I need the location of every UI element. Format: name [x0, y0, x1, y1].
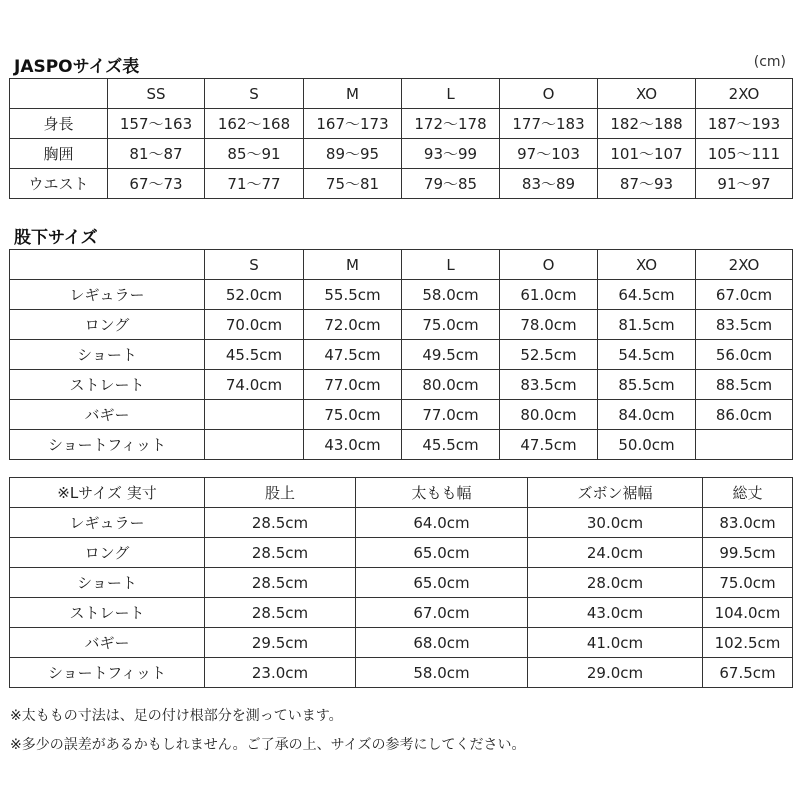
header-cell: M	[304, 250, 402, 280]
table-header-row	[10, 478, 793, 508]
table-cell: 67〜73	[108, 169, 205, 199]
table-cell: 75.0cm	[304, 400, 402, 430]
table-cell: 93〜99	[402, 139, 500, 169]
table-cell: 43.0cm	[304, 430, 402, 460]
table-row	[10, 139, 793, 169]
table-row	[10, 310, 793, 340]
table-cell: 70.0cm	[205, 310, 304, 340]
table-row	[10, 340, 793, 370]
header-cell: 総丈	[703, 478, 793, 508]
table-row	[10, 568, 793, 598]
table-cell: 55.5cm	[304, 280, 402, 310]
header-cell: S	[205, 250, 304, 280]
row-label: ストレート	[10, 370, 205, 400]
header-cell: 2XO	[696, 79, 793, 109]
table-cell: 102.5cm	[703, 628, 793, 658]
header-cell: S	[205, 79, 304, 109]
table-cell: 75.0cm	[402, 310, 500, 340]
table-row	[10, 280, 793, 310]
header-cell: SS	[108, 79, 205, 109]
row-label: レギュラー	[10, 508, 205, 538]
table-cell: 104.0cm	[703, 598, 793, 628]
table-cell: 24.0cm	[528, 538, 703, 568]
table-cell: 89〜95	[304, 139, 402, 169]
row-label: バギー	[10, 628, 205, 658]
table-cell: 97〜103	[500, 139, 598, 169]
header-cell: XO	[598, 79, 696, 109]
inseam-size-title: 股下サイズ	[14, 228, 98, 248]
table-cell: 29.0cm	[528, 658, 703, 688]
table-cell: 41.0cm	[528, 628, 703, 658]
table-cell: 162〜168	[205, 109, 304, 139]
header-cell: 太もも幅	[356, 478, 528, 508]
table-cell: 28.5cm	[205, 598, 356, 628]
table-cell: 79〜85	[402, 169, 500, 199]
table-cell: 91〜97	[696, 169, 793, 199]
header-cell: L	[402, 79, 500, 109]
table-row	[10, 508, 793, 538]
table-cell: 68.0cm	[356, 628, 528, 658]
table-row	[10, 400, 793, 430]
table-cell: 72.0cm	[304, 310, 402, 340]
table-cell: 67.0cm	[696, 280, 793, 310]
table-cell: 172〜178	[402, 109, 500, 139]
table-cell: 78.0cm	[500, 310, 598, 340]
table-cell: 75.0cm	[703, 568, 793, 598]
unit-label: (cm)	[753, 54, 786, 70]
table-row	[10, 538, 793, 568]
table-cell: 187〜193	[696, 109, 793, 139]
row-label: ロング	[10, 538, 205, 568]
table-cell	[205, 430, 304, 460]
table-cell: 52.0cm	[205, 280, 304, 310]
table-cell: 87〜93	[598, 169, 696, 199]
table-cell: 83.0cm	[703, 508, 793, 538]
table-cell: 50.0cm	[598, 430, 696, 460]
table-header-row	[10, 79, 793, 109]
header-cell: 2XO	[696, 250, 793, 280]
table-cell: 64.5cm	[598, 280, 696, 310]
table-cell: 85.5cm	[598, 370, 696, 400]
table-cell: 56.0cm	[696, 340, 793, 370]
table-cell: 28.5cm	[205, 568, 356, 598]
table-cell: 80.0cm	[500, 400, 598, 430]
row-label: ショート	[10, 340, 205, 370]
table-cell: 43.0cm	[528, 598, 703, 628]
table-cell: 167〜173	[304, 109, 402, 139]
table-cell: 67.0cm	[356, 598, 528, 628]
table-cell: 83〜89	[500, 169, 598, 199]
table-cell: 71〜77	[205, 169, 304, 199]
header-cell: O	[500, 250, 598, 280]
table-cell: 77.0cm	[304, 370, 402, 400]
table-cell: 83.5cm	[696, 310, 793, 340]
row-label: バギー	[10, 400, 205, 430]
header-cell: XO	[598, 250, 696, 280]
table-cell: 80.0cm	[402, 370, 500, 400]
header-cell	[10, 250, 205, 280]
table-cell: 61.0cm	[500, 280, 598, 310]
inseam-size-table	[9, 249, 793, 460]
table-cell: 88.5cm	[696, 370, 793, 400]
table-cell: 65.0cm	[356, 568, 528, 598]
row-label: ショートフィット	[10, 430, 205, 460]
row-label: ウエスト	[10, 169, 108, 199]
table-cell: 86.0cm	[696, 400, 793, 430]
header-cell: ※Lサイズ 実寸	[10, 478, 205, 508]
table-cell: 28.5cm	[205, 538, 356, 568]
table-cell: 83.5cm	[500, 370, 598, 400]
table-cell: 58.0cm	[402, 280, 500, 310]
table-cell	[205, 400, 304, 430]
table-row	[10, 628, 793, 658]
table-row	[10, 598, 793, 628]
table-cell: 81〜87	[108, 139, 205, 169]
table-cell	[696, 430, 793, 460]
table-cell: 74.0cm	[205, 370, 304, 400]
tolerance-note: ※多少の誤差があるかもしれません。ご了承の上、サイズの参考にしてください。	[10, 737, 526, 753]
table-row	[10, 109, 793, 139]
table-cell: 47.5cm	[304, 340, 402, 370]
table-cell: 45.5cm	[402, 430, 500, 460]
table-cell: 177〜183	[500, 109, 598, 139]
table-cell: 105〜111	[696, 139, 793, 169]
table-cell: 28.5cm	[205, 508, 356, 538]
table-cell: 157〜163	[108, 109, 205, 139]
table-cell: 182〜188	[598, 109, 696, 139]
table-cell: 58.0cm	[356, 658, 528, 688]
jaspo-size-table	[9, 78, 793, 199]
row-label: ショート	[10, 568, 205, 598]
header-cell: 股上	[205, 478, 356, 508]
table-row	[10, 169, 793, 199]
header-cell: O	[500, 79, 598, 109]
table-cell: 54.5cm	[598, 340, 696, 370]
table-cell: 65.0cm	[356, 538, 528, 568]
table-cell: 29.5cm	[205, 628, 356, 658]
table-cell: 67.5cm	[703, 658, 793, 688]
table-cell: 49.5cm	[402, 340, 500, 370]
row-label: ストレート	[10, 598, 205, 628]
thigh-measurement-note: ※太ももの寸法は、足の付け根部分を測っています。	[10, 708, 343, 724]
table-cell: 99.5cm	[703, 538, 793, 568]
table-cell: 85〜91	[205, 139, 304, 169]
table-header-row	[10, 250, 793, 280]
table-cell: 77.0cm	[402, 400, 500, 430]
table-cell: 84.0cm	[598, 400, 696, 430]
table-cell: 23.0cm	[205, 658, 356, 688]
table-row	[10, 658, 793, 688]
table-row	[10, 430, 793, 460]
table-cell: 52.5cm	[500, 340, 598, 370]
table-cell: 81.5cm	[598, 310, 696, 340]
table-cell: 45.5cm	[205, 340, 304, 370]
row-label: ショートフィット	[10, 658, 205, 688]
header-cell: ズボン裾幅	[528, 478, 703, 508]
table-cell: 28.0cm	[528, 568, 703, 598]
row-label: レギュラー	[10, 280, 205, 310]
table-cell: 101〜107	[598, 139, 696, 169]
table-cell: 30.0cm	[528, 508, 703, 538]
table-row	[10, 370, 793, 400]
row-label: 身長	[10, 109, 108, 139]
l-size-actual-table	[9, 477, 793, 688]
header-cell: M	[304, 79, 402, 109]
header-cell: L	[402, 250, 500, 280]
table-cell: 47.5cm	[500, 430, 598, 460]
row-label: ロング	[10, 310, 205, 340]
table-cell: 64.0cm	[356, 508, 528, 538]
row-label: 胸囲	[10, 139, 108, 169]
jaspo-size-title: JASPOサイズ表	[14, 57, 140, 77]
table-cell: 75〜81	[304, 169, 402, 199]
header-cell	[10, 79, 108, 109]
